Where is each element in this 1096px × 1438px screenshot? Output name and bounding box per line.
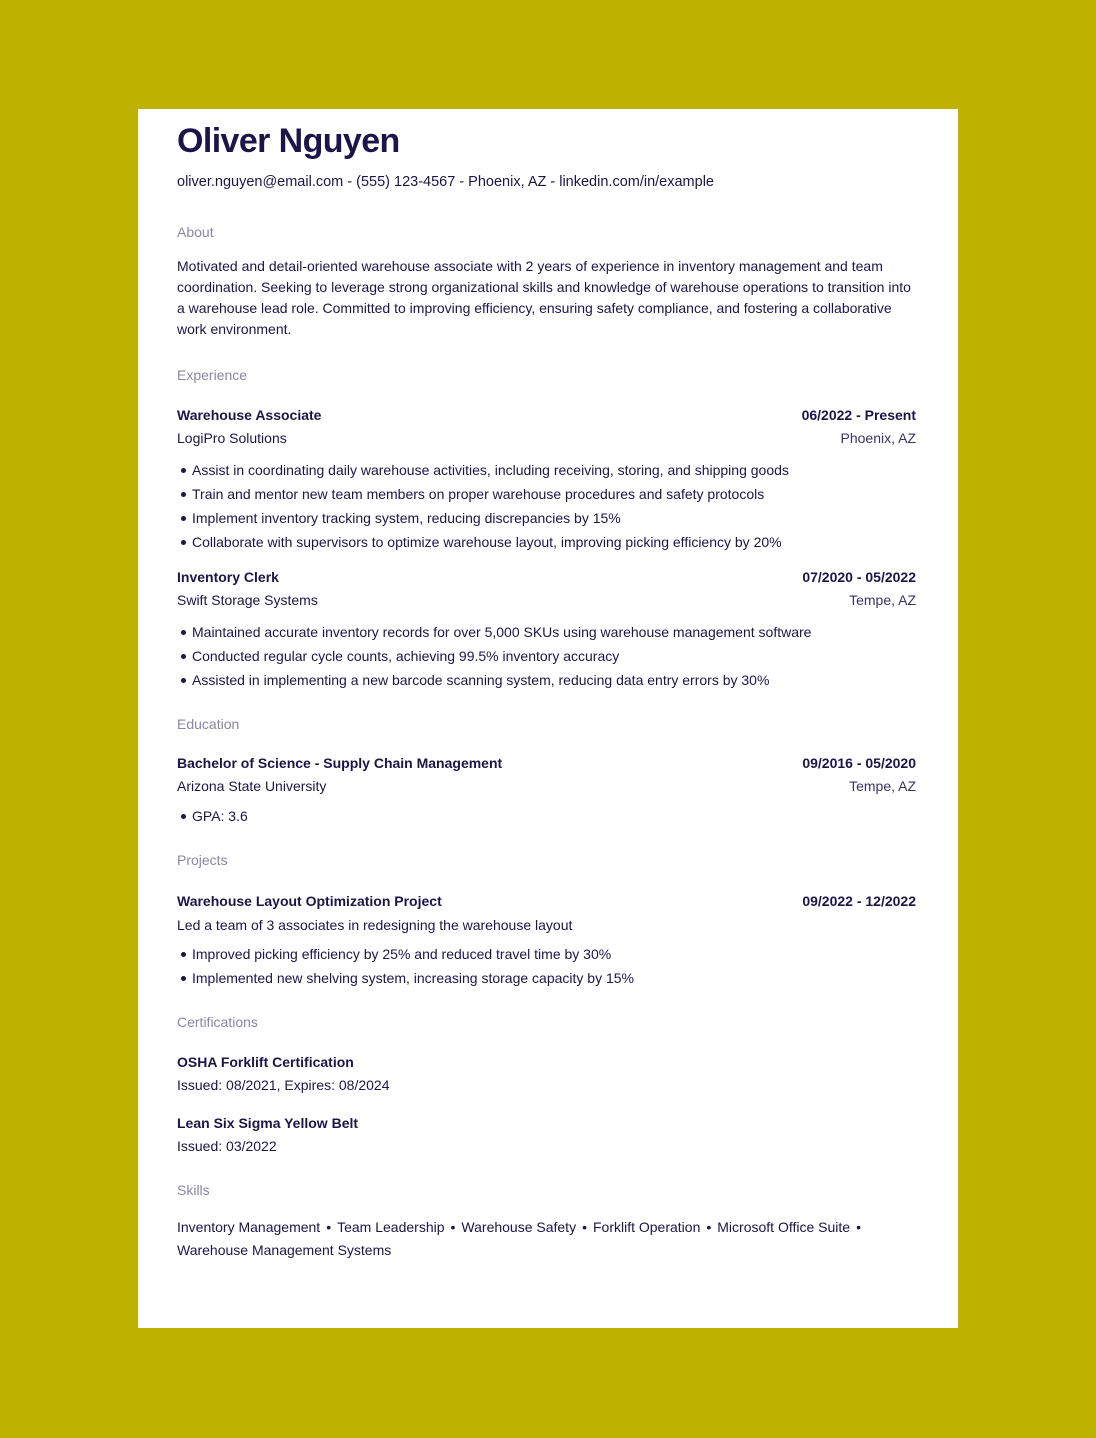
skill-separator: • — [706, 1219, 712, 1235]
list-item: Implemented new shelving system, increasing storage capacity by 15% — [192, 968, 916, 988]
skill-separator: • — [856, 1219, 861, 1235]
skill-item: Warehouse Safety — [461, 1219, 577, 1235]
job-company-row — [177, 428, 916, 448]
project-bullets — [177, 944, 916, 988]
edu-bullets — [177, 806, 916, 826]
job-company: Swift Storage Systems — [177, 592, 318, 608]
section-title-experience: Experience — [177, 367, 248, 383]
job-dates: 06/2022 - Present — [801, 407, 916, 423]
edu-degree: Bachelor of Science - Supply Chain Management — [177, 755, 503, 771]
list-item: Assisted in implementing a new barcode scanning system, reducing data entry errors by 30% — [192, 670, 916, 690]
project-description: Led a team of 3 associates in redesigning the warehouse layout — [177, 917, 573, 933]
contact-line: oliver.nguyen@email.com - (555) 123-4567 - Phoenix, AZ - linkedin.com/in/example — [177, 174, 714, 190]
list-item: Assist in coordinating daily warehouse activities, including receiving, storing, and shipping goods — [192, 460, 916, 480]
certification-info: Issued: 08/2021, Expires: 08/2024 — [177, 1077, 390, 1093]
job-location: Tempe, AZ — [849, 592, 916, 608]
job-bullets — [177, 460, 916, 552]
certification-name: Lean Six Sigma Yellow Belt — [177, 1115, 359, 1131]
section-title-education: Education — [177, 716, 240, 732]
experience-entry — [177, 405, 916, 552]
job-company-row — [177, 590, 916, 610]
list-item: Maintained accurate inventory records for over 5,000 SKUs using warehouse management software — [192, 622, 916, 642]
list-item: Improved picking efficiency by 25% and reduced travel time by 30% — [192, 944, 916, 964]
section-title-projects: Projects — [177, 852, 228, 868]
certification-entry — [177, 1113, 916, 1156]
project-entry — [177, 891, 916, 988]
job-location: Phoenix, AZ — [840, 430, 916, 446]
skill-separator: • — [450, 1219, 456, 1235]
resume-page — [138, 109, 958, 1328]
skill-item: Warehouse Management Systems — [177, 1242, 392, 1258]
edu-dates: 09/2016 - 05/2020 — [802, 755, 916, 771]
job-dates: 07/2020 - 05/2022 — [802, 569, 916, 585]
job-role: Inventory Clerk — [177, 569, 279, 585]
skill-item: Inventory Management — [177, 1219, 321, 1235]
job-header-row — [177, 405, 916, 425]
certification-name: OSHA Forklift Certification — [177, 1054, 354, 1070]
edu-school-row — [177, 776, 916, 796]
job-bullets — [177, 622, 916, 690]
list-item: Implement inventory tracking system, reducing discrepancies by 15% — [192, 508, 916, 528]
edu-location: Tempe, AZ — [849, 778, 916, 794]
list-item: GPA: 3.6 — [192, 806, 916, 826]
about-text: Motivated and detail-oriented warehouse associate with 2 years of experience in inventory management and team coordination. Seeking to leverage strong organizational skills and knowledge of warehouse operations to transition into a warehouse lead role. Committed to improving efficiency, ensuring safety compliance, and fostering a collaborative work environment. — [177, 258, 911, 337]
skill-separator: • — [582, 1219, 587, 1235]
project-dates: 09/2022 - 12/2022 — [802, 893, 916, 909]
section-title-certifications: Certifications — [177, 1014, 258, 1030]
education-entry — [177, 753, 916, 826]
skill-item: Forklift Operation — [592, 1219, 701, 1235]
project-header-row — [177, 891, 916, 911]
certification-entry — [177, 1052, 916, 1095]
experience-entry — [177, 567, 916, 690]
skills-list — [177, 1216, 916, 1262]
job-company: LogiPro Solutions — [177, 430, 287, 446]
job-role: Warehouse Associate — [177, 407, 322, 423]
edu-school: Arizona State University — [177, 778, 327, 794]
list-item: Conducted regular cycle counts, achieving 99.5% inventory accuracy — [192, 646, 916, 666]
skill-item: Team Leadership — [337, 1219, 445, 1235]
certification-info: Issued: 03/2022 — [177, 1138, 277, 1154]
skill-item: Microsoft Office Suite — [717, 1219, 851, 1235]
edu-header-row — [177, 753, 916, 773]
project-name: Warehouse Layout Optimization Project — [177, 893, 442, 909]
job-header-row — [177, 567, 916, 587]
skill-separator: • — [326, 1219, 332, 1235]
section-title-skills: Skills — [177, 1182, 210, 1198]
list-item: Train and mentor new team members on proper warehouse procedures and safety protocols — [192, 484, 916, 504]
candidate-name: Oliver Nguyen — [177, 122, 400, 160]
section-title-about: About — [177, 224, 214, 240]
list-item: Collaborate with supervisors to optimize warehouse layout, improving picking efficiency by 20% — [192, 532, 916, 552]
